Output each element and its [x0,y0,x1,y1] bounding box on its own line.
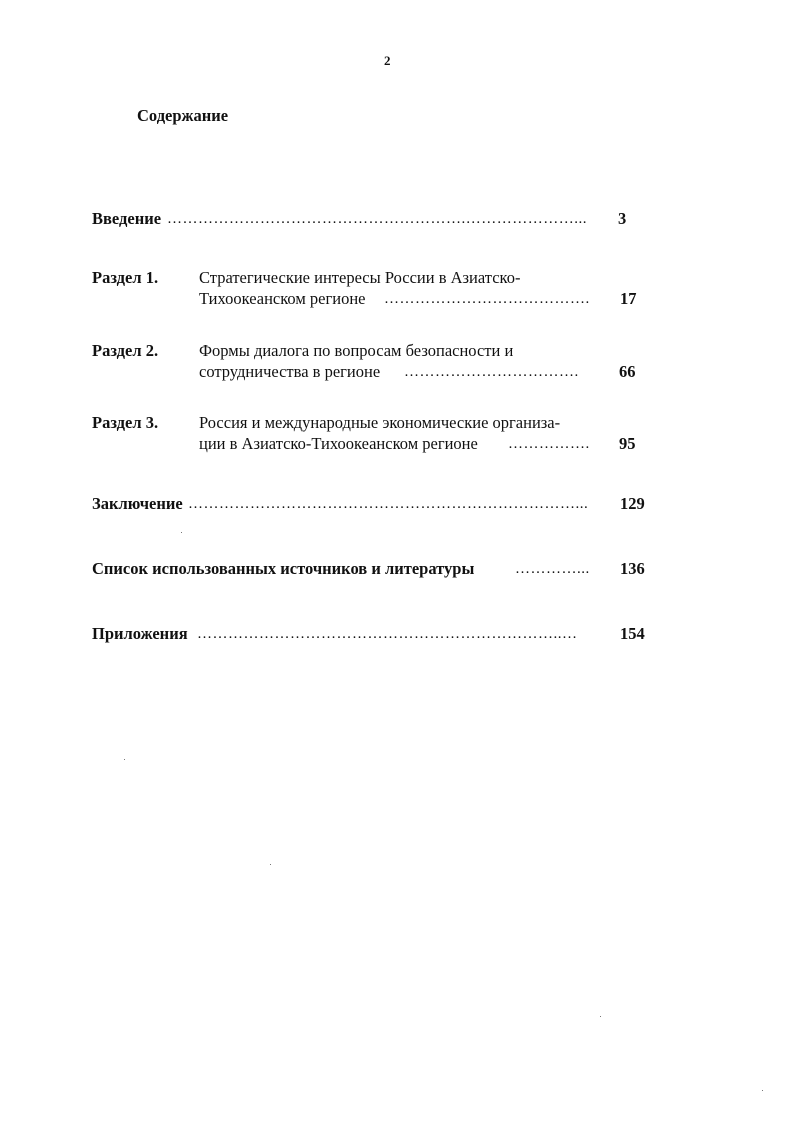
scan-speck [181,532,182,533]
toc-section-label: Раздел 2. [92,341,159,360]
toc-page-number: 154 [620,624,645,643]
toc-leader-dots: …………………………………………………………………... [188,496,589,512]
toc-leader-dots: ……………. [508,436,590,452]
scan-speck [762,1090,763,1091]
toc-section-label: Раздел 3. [92,413,159,432]
toc-page-number: 66 [619,362,636,381]
toc-page-number: 95 [619,434,636,453]
toc-leader-dots: …………... [515,561,590,577]
toc-page-number: 17 [620,289,637,308]
toc-entry-label: Заключение [92,494,183,513]
toc-entry-label: Введение [92,209,162,228]
toc-page-number: 3 [618,209,627,228]
toc-entry-label: Список использованных источников и литературы [92,559,475,578]
toc-leader-dots: …………………………………. [384,291,590,307]
toc-leader-dots: ……………………………. [404,364,579,380]
toc-page-number: 136 [620,559,645,578]
toc-entry-text-line2: Тихоокеанском регионе [199,289,366,308]
scan-speck [270,864,271,865]
toc-entry-text-line1: Россия и международные экономические организа- [199,413,561,432]
scan-speck [600,1016,601,1017]
toc-page-number: 129 [620,494,645,513]
page-title: Содержание [137,106,229,125]
toc-entry-text-line2: сотрудничества в регионе [199,362,381,381]
scan-speck [124,759,125,760]
toc-leader-dots: ……………………………………………………………..… [197,626,578,642]
toc-entry-text-line1: Формы диалога по вопросам безопасности и [199,341,514,360]
toc-entry-text-line1: Стратегические интересы России в Азиатско- [199,268,521,287]
toc-leader-dots: ………………………………………………….…………………... [167,211,587,227]
toc-section-label: Раздел 1. [92,268,159,287]
toc-entry-label: Приложения [92,624,188,643]
page-number: 2 [384,53,391,68]
toc-entry-text-line2: ции в Азиатско-Тихоокеанском регионе [199,434,478,453]
